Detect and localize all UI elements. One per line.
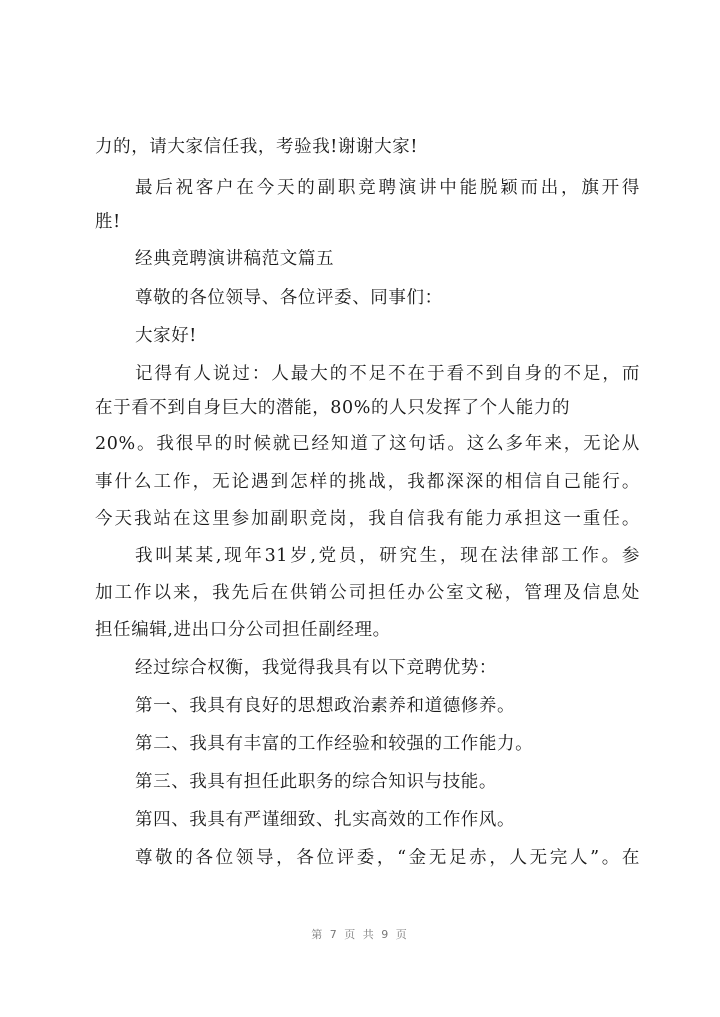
text-line-10: 事什么工作，无论遇到怎样的挑战，我都深深的相信自己能行。: [95, 472, 640, 492]
text-line-2: 最后祝客户在今天的副职竞聘演讲中能脱颖而出，旗开得: [135, 178, 640, 198]
text-line-18: 第三、我具有担任此职务的综合知识与技能。: [135, 772, 497, 792]
text-line-1: 力的，请大家信任我，考验我!谢谢大家!: [95, 137, 418, 157]
text-line-17: 第二、我具有丰富的工作经验和较强的工作能力。: [135, 734, 534, 754]
text-line-11: 今天我站在这里参加副职竞岗，我自信我有能力承担这一重任。: [95, 509, 640, 529]
section-heading: 经典竞聘演讲稿范文篇五: [135, 249, 335, 269]
text-line-14: 担任编辑,进出口分公司担任副经理。: [95, 620, 391, 640]
text-line-19: 第四、我具有严谨细致、扎实高效的工作作风。: [135, 810, 516, 830]
text-line-3: 胜!: [95, 212, 121, 232]
text-line-20: 尊敬的各位领导，各位评委，“金无足赤，人无完人”。在: [135, 848, 640, 868]
text-line-13: 加工作以来，我先后在供销公司担任办公室文秘，管理及信息处: [95, 583, 640, 603]
text-line-12: 我叫某某,现年31岁,党员，研究生，现在法律部工作。参: [135, 546, 640, 566]
text-line-6: 大家好!: [135, 326, 197, 346]
text-line-7: 记得有人说过：人最大的不足不在于看不到自身的不足，而: [135, 364, 640, 384]
text-line-15: 经过综合权衡，我觉得我具有以下竞聘优势：: [135, 658, 497, 678]
text-line-9: 20%。我很早的时候就已经知道了这句话。这么多年来，无论从: [95, 434, 640, 454]
text-line-16: 第一、我具有良好的思想政治素养和道德修养。: [135, 696, 516, 716]
page-number-footer: 第 7 页 共 9 页: [311, 928, 409, 941]
text-line-5: 尊敬的各位领导、各位评委、同事们：: [135, 288, 443, 308]
text-line-8: 在于看不到自身巨大的潜能，80%的人只发挥了个人能力的: [95, 398, 571, 418]
